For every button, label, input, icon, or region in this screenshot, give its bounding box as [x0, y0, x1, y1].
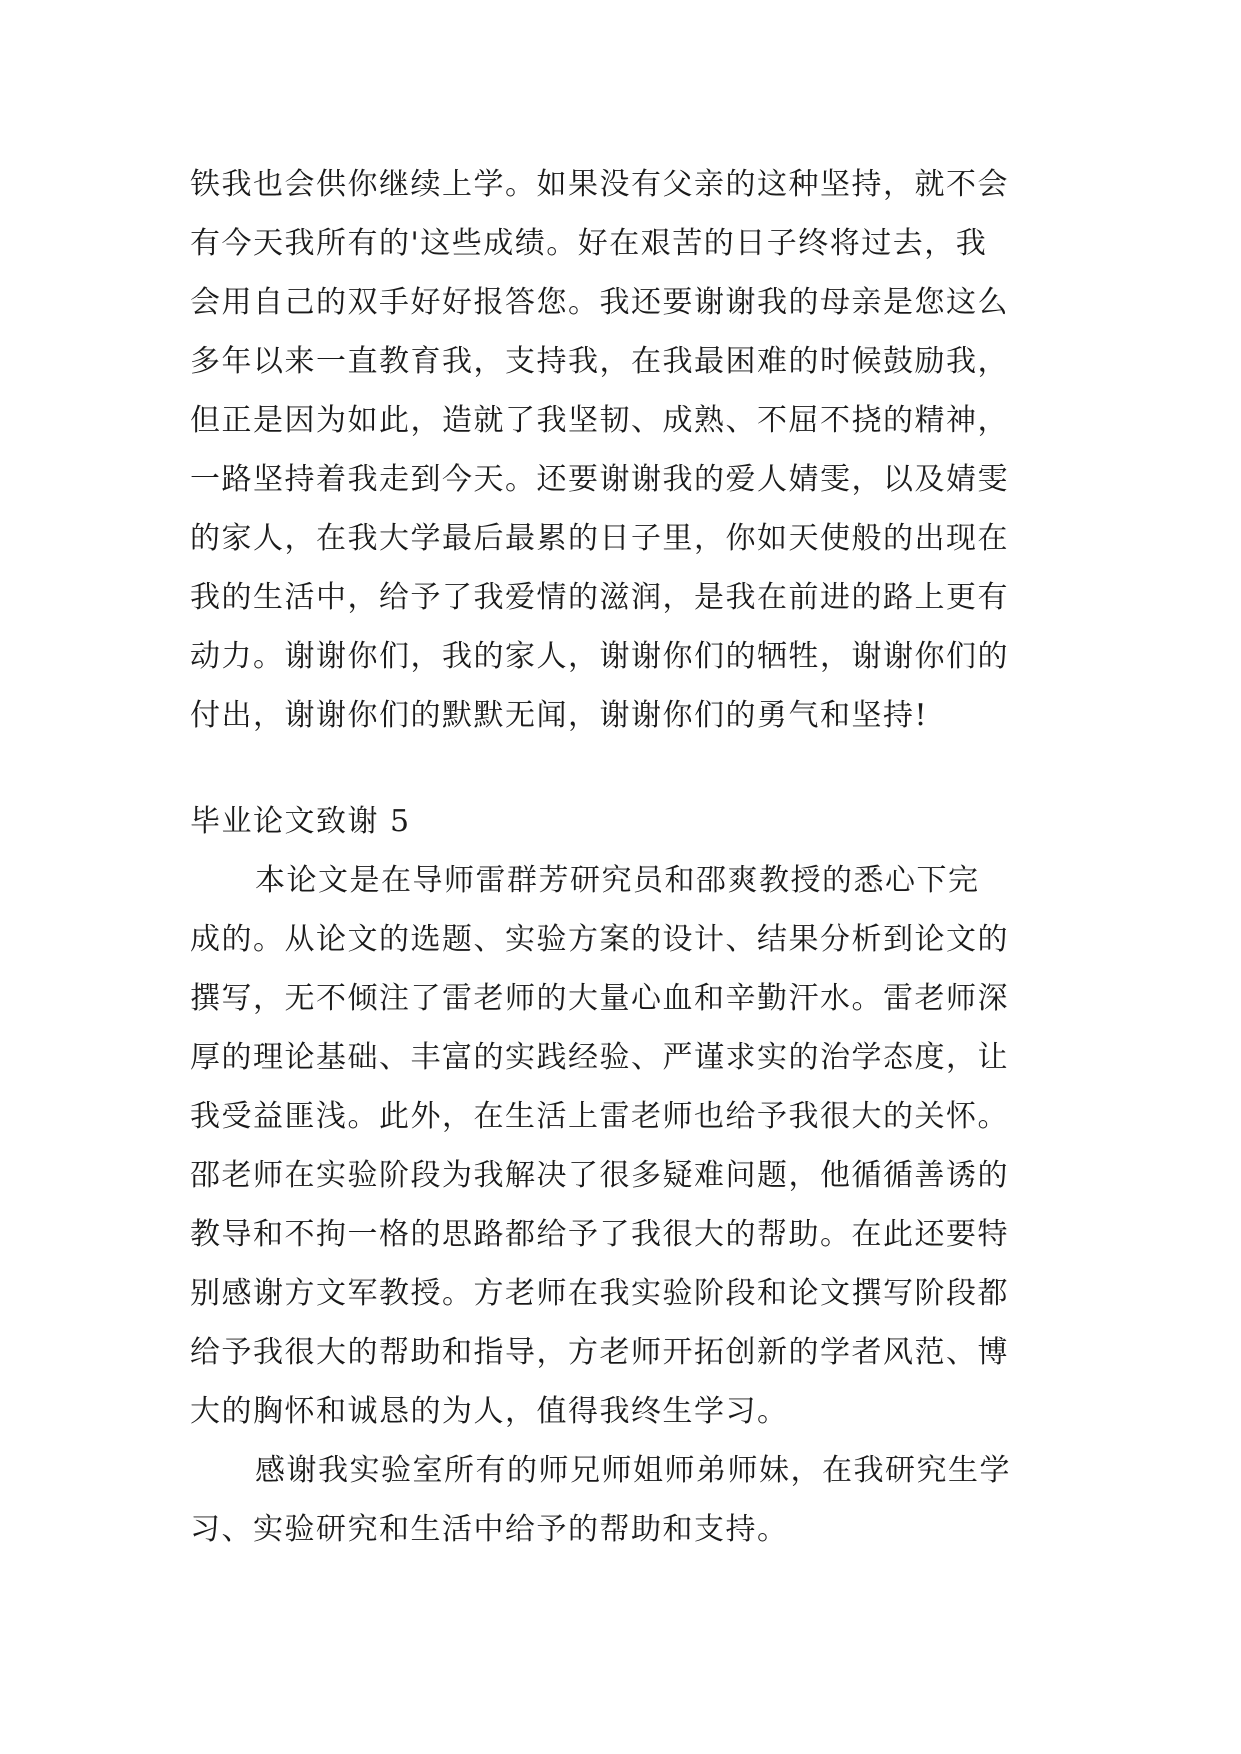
paragraph-line: 教导和不拘一格的思路都给予了我很大的帮助。在此还要特: [190, 1217, 1009, 1252]
paragraph-line: 动力。谢谢你们，我的家人，谢谢你们的牺牲，谢谢你们的: [190, 639, 1009, 674]
paragraph-line: 大的胸怀和诚恳的为人，值得我终生学习。: [190, 1394, 789, 1429]
paragraph-line: 付出，谢谢你们的默默无闻，谢谢你们的勇气和坚持!: [190, 698, 929, 733]
paragraph-line: 别感谢方文军教授。方老师在我实验阶段和论文撰写阶段都: [190, 1276, 1009, 1311]
paragraph-line: 本论文是在导师雷群芳研究员和邵爽教授的悉心下完: [255, 863, 980, 898]
paragraph-line: 一路坚持着我走到今天。还要谢谢我的爱人婧雯，以及婧雯: [190, 462, 1009, 497]
paragraph-line: 感谢我实验室所有的师兄师姐师弟师妹，在我研究生学: [255, 1453, 1011, 1488]
paragraph-line: 撰写，无不倾注了雷老师的大量心血和辛勤汗水。雷老师深: [190, 981, 1009, 1016]
paragraph-line: 我的生活中，给予了我爱情的滋润，是我在前进的路上更有: [190, 580, 1009, 615]
paragraph-line: 会用自己的双手好好报答您。我还要谢谢我的母亲是您这么: [190, 285, 1009, 320]
paragraph-line: 铁我也会供你继续上学。如果没有父亲的这种坚持，就不会: [190, 167, 1009, 202]
paragraph-line: 邵老师在实验阶段为我解决了很多疑难问题，他循循善诱的: [190, 1158, 1009, 1193]
paragraph-line: 习、实验研究和生活中给予的帮助和支持。: [190, 1512, 789, 1547]
paragraph-line: 有今天我所有的'这些成绩。好在艰苦的日子终将过去，我: [190, 226, 988, 261]
paragraph-line: 多年以来一直教育我，支持我，在我最困难的时候鼓励我，: [190, 344, 1009, 379]
paragraph-line: 成的。从论文的选题、实验方案的设计、结果分析到论文的: [190, 922, 1009, 957]
paragraph-line: 给予我很大的帮助和指导，方老师开拓创新的学者风范、博: [190, 1335, 1009, 1370]
paragraph-line: 我受益匪浅。此外，在生活上雷老师也给予我很大的关怀。: [190, 1099, 1009, 1134]
paragraph-line: 的家人，在我大学最后最累的日子里，你如天使般的出现在: [190, 521, 1009, 556]
section-heading: 毕业论文致谢 5: [190, 804, 411, 839]
paragraph-line: 但正是因为如此，造就了我坚韧、成熟、不屈不挠的精神，: [190, 403, 1009, 438]
paragraph-line: 厚的理论基础、丰富的实践经验、严谨求实的治学态度，让: [190, 1040, 1009, 1075]
